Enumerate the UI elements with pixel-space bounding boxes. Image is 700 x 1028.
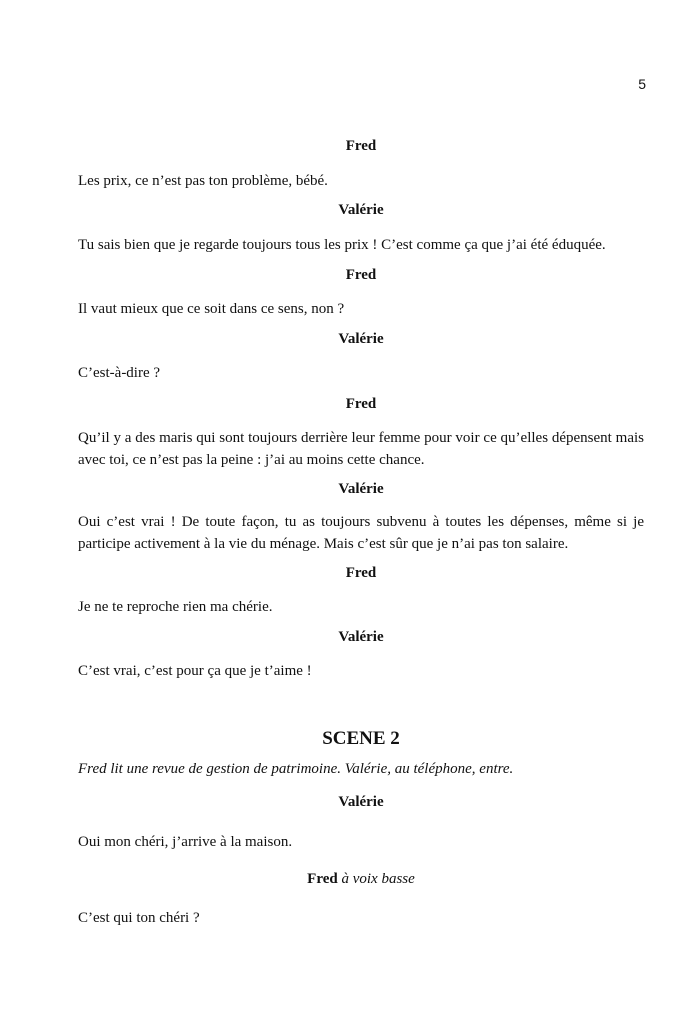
- dialogue-line: Oui mon chéri, j’arrive à la maison.: [78, 834, 293, 850]
- dialogue-line: Les prix, ce n’est pas ton problème, bébé.: [78, 173, 328, 189]
- dialogue-line: C’est-à-dire ?: [78, 365, 161, 381]
- scene-title: SCENE 2: [322, 728, 400, 749]
- dialogue-line: Tu sais bien que je regarde toujours tous les prix ! C’est comme ça que j’ai été éduquée.: [78, 237, 606, 253]
- dialogue-line: C’est qui ton chéri ?: [78, 910, 200, 926]
- dialogue-line: Je ne te reproche rien ma chérie.: [78, 599, 273, 615]
- speaker-direction: à voix basse: [341, 871, 415, 887]
- dialogue-line: Qu’il y a des maris qui sont toujours derrière leur femme pour voir ce qu’elles dépensent mais avec toi, ce n’est pas la peine : j’ai au moins cette chance.: [78, 430, 644, 468]
- speaker-name: Valérie: [338, 331, 384, 347]
- speaker-name: Fred: [345, 565, 377, 581]
- stage-direction: Fred lit une revue de gestion de patrimoine. Valérie, au téléphone, entre.: [78, 761, 514, 777]
- dialogue-line: C’est vrai, c’est pour ça que je t’aime !: [78, 663, 312, 679]
- speaker-name: Valérie: [338, 481, 384, 497]
- speaker-name: Fred: [345, 396, 377, 412]
- dialogue-line: Il vaut mieux que ce soit dans ce sens, non ?: [78, 301, 345, 317]
- speaker-name: Fred: [345, 267, 377, 283]
- speaker-name: Fred: [307, 871, 338, 887]
- speaker-name: Fred: [345, 138, 377, 154]
- speaker-heading: [78, 871, 644, 888]
- page-number: 5: [638, 76, 646, 92]
- speaker-name: Valérie: [338, 202, 384, 218]
- dialogue-line: Oui c’est vrai ! De toute façon, tu as toujours subvenu à toutes les dépenses, même si je participe activement à la vie du ménage. Mais c’est sûr que je n’ai pas ton salaire.: [78, 514, 644, 552]
- speaker-name: Valérie: [338, 629, 384, 645]
- speaker-name: Valérie: [338, 794, 384, 810]
